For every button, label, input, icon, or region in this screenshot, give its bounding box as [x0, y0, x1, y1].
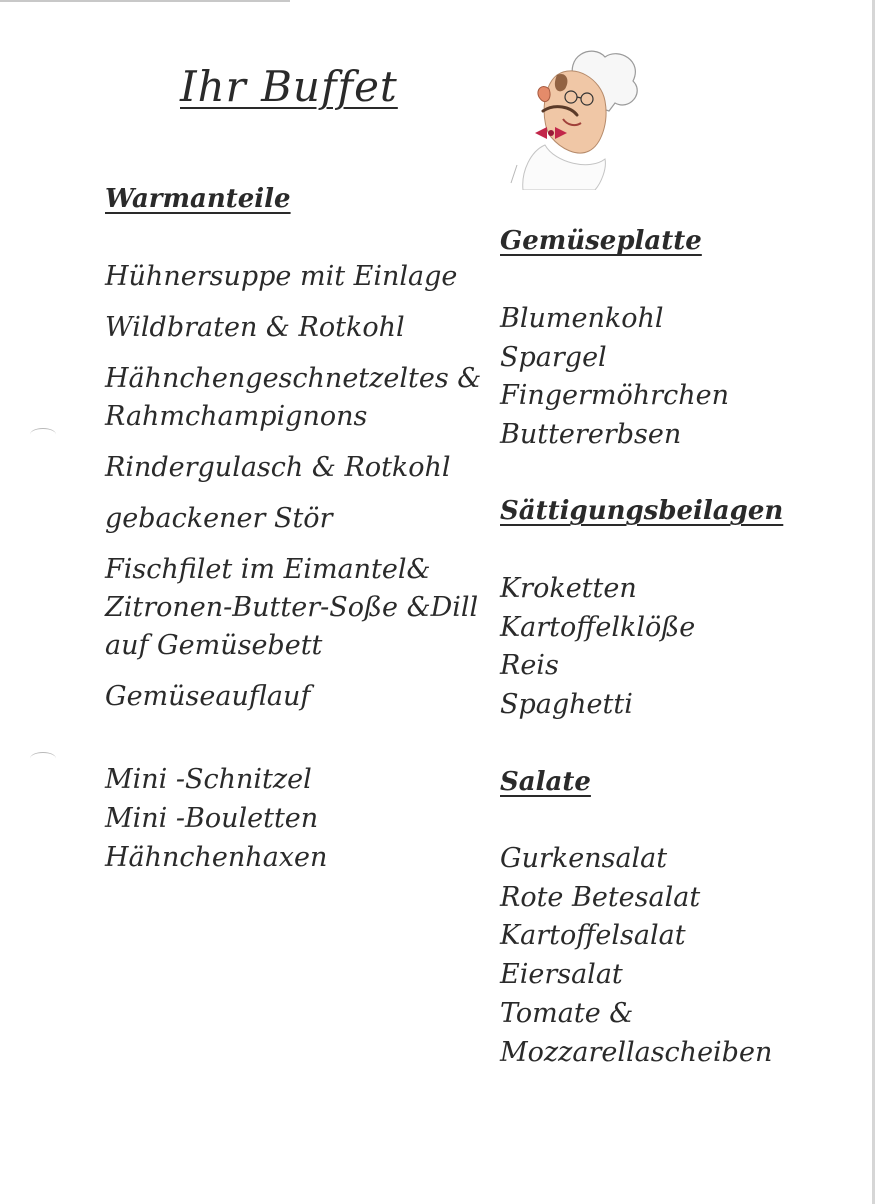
menu-item: Hähnchenhaxen — [105, 842, 328, 873]
menu-item: Kartoffelklöße — [500, 611, 696, 643]
menu-item: Mozzarellascheiben — [500, 1036, 773, 1068]
menu-item: Mini -Bouletten — [105, 803, 319, 834]
menu-item: Spargel — [500, 341, 607, 373]
menu-item: Spaghetti — [500, 689, 633, 721]
warm-dishes-list — [105, 258, 481, 729]
menu-item: Blumenkohl — [500, 303, 664, 334]
menu-item: gebackener Stör — [105, 503, 333, 534]
menu-item: Fingermöhrchen — [500, 380, 729, 412]
menu-item: Mini -Schnitzel — [105, 764, 312, 795]
menu-item: Eiersalat — [500, 959, 623, 991]
salads-list — [500, 840, 772, 1072]
menu-item: Kartoffelsalat — [500, 920, 686, 952]
menu-item: Hähnchengeschnetzeltes & Rahmchampignons — [105, 363, 482, 432]
menu-item: Rote Betesalat — [500, 881, 701, 913]
menu-item: Buttererbsen — [500, 419, 682, 451]
menu-item: Kroketten — [500, 573, 637, 604]
scan-edge-top — [0, 0, 290, 2]
page-title: Ihr Buffet — [180, 62, 398, 111]
menu-item: Rindergulasch & Rotkohl — [105, 452, 451, 483]
punch-hole-mark — [30, 428, 56, 441]
menu-item: Reis — [500, 650, 559, 682]
chef-icon — [505, 45, 645, 190]
menu-item: Wildbraten & Rotkohl — [105, 312, 405, 343]
section-heading-saettigungsbeilagen: Sättigungsbeilagen — [500, 496, 784, 526]
section-heading-gemueseplatte: Gemüseplatte — [500, 226, 702, 256]
menu-item: Gemüseauflauf — [105, 681, 311, 712]
menu-item: Fischfilet im Eimantel& Zitronen-Butter-Soße &Dill auf Gemüsebett — [105, 554, 479, 661]
vegetable-platter-list — [500, 300, 729, 455]
menu-item: Gurkensalat — [500, 843, 668, 874]
section-heading-warmanteile: Warmanteile — [105, 184, 291, 214]
section-heading-salate: Salate — [500, 767, 591, 797]
menu-item: Tomate & — [500, 997, 634, 1029]
snacks-list — [105, 760, 327, 877]
menu-item: Hühnersuppe mit Einlage — [105, 261, 458, 292]
punch-hole-mark — [30, 752, 56, 765]
side-dishes-list — [500, 570, 695, 725]
